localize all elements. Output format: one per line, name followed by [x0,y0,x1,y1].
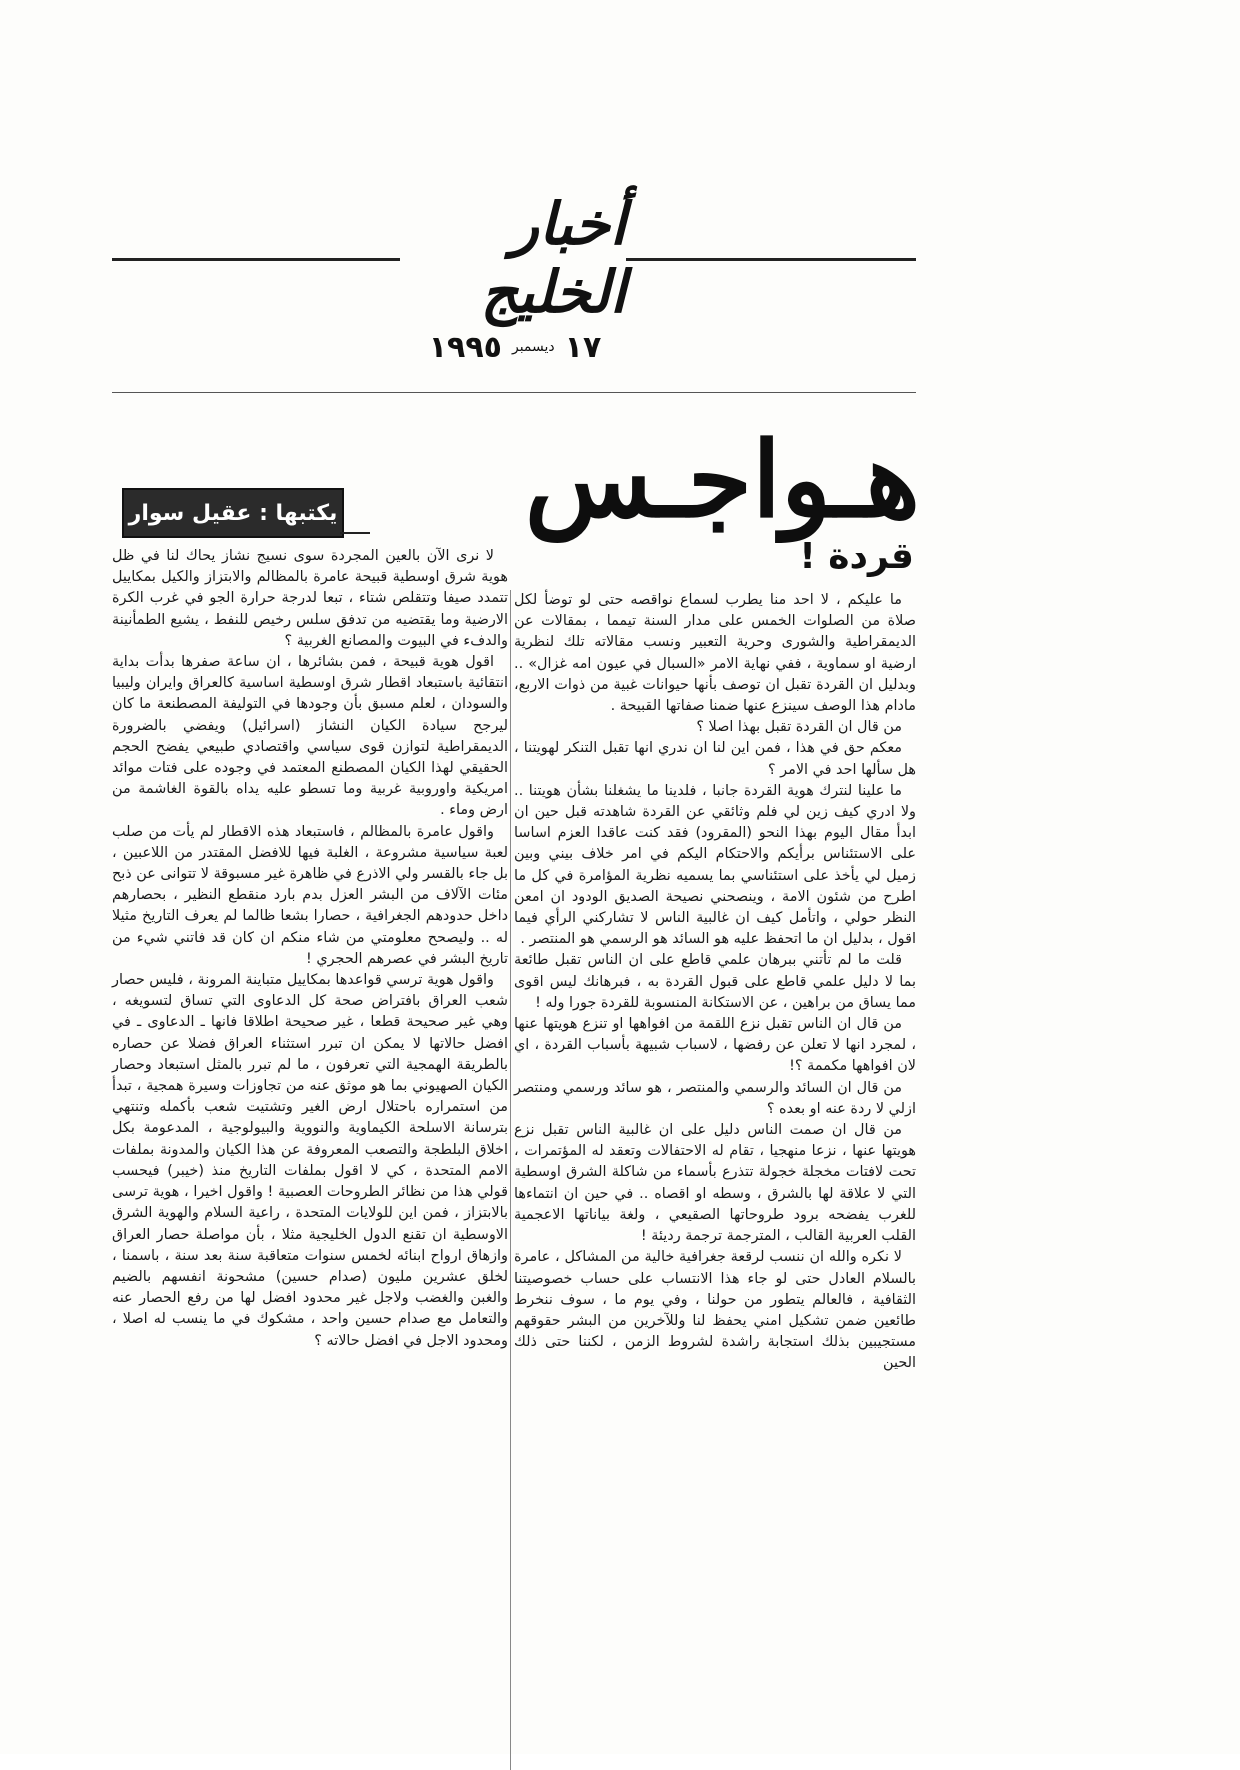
paragraph: من قال ان السائد والرسمي والمنتصر ، هو سائد ورسمي ومنتصر ازلي لا ردة عنه او بعده ؟ [514,1079,916,1117]
issue-month: ديسمبر [511,339,555,355]
issue-day: ١٧ [564,329,602,365]
paragraph: من قال ان الناس تقبل نزع اللقمة من افواهها او تنزع هويتها عنها ، لمجرد انها لا تعلن عن رفضها ، لاسباب شبيهة بأسباب القردة ، اي لان افواهها مكممة ؟! [514,1016,916,1075]
article-column-left [112,546,508,1352]
paragraph: ما عليكم ، لا احد منا يطرب لسماع نواقصه حتى لو توضأ لكل صلاة من الصلوات الخمس على مدار السنة تيمما ، بمقالات عن الديمقراطية والشورى وحرية التعبير ونسب مقالاته تلك لنظرية ارضية او سماوية ، ففي نهاية الامر «السبال في عيون امه غزال» .. وبدليل ان القردة تقبل ان توصف بأنها حيوانات غبية من ذوات الاربع، مادام هذا الوصف سينزع عنها ضمنا صفاتها القبيحة . [514,592,916,715]
column-divider [510,590,511,1770]
paragraph: من قال ان صمت الناس دليل على ان غالبية الناس تقبل نزع هويتها عنها ، نزعا منهجيا ، تقام له الاحتفالات وتعقد له المؤتمرات ، تحت لافتات مخجلة خجولة تتذرع بأسماء من شاكلة الشرق اوسطية التي لا علاقة لها بالشرق ، وسطه او اقصاه .. في حين ان انتماءها للغرب يفضحه برود طروحاتها الصقيعي ، ولغة بياناتها الاعجمية القلب العربية القالب ، المترجمة ترجمة رديئة ! [514,1122,916,1245]
paragraph: ما علينا لنترك هوية القردة جانبا ، فلدينا ما يشغلنا بشأن هويتنا .. ولا ادري كيف زين لي فلم وثائقي عن القردة شاهدته قبل حين ان ابدأ مقال اليوم بهذا النحو (المقرود) فقد كنت عاقدا العزم اساسا على الاستئناس برأيكم والاحتكام اليكم في امر خلاف بيني وبين زميل لي يأخذ على استئناسي بما يسميه نظرية المؤامرة في كل ما اطرح من شئون الامة ، وينصحني نصيحة الصديق الودود ان امعن النظر حولي ، واتأمل كيف ان غالبية الناس لا تشاركني الرأي فيما اقول ، بدليل ان ما اتحفظ عليه هو السائد هو الرسمي هو المنتصر . [514,782,916,948]
article-title: قردة ! [799,536,914,577]
paragraph: من قال ان القردة تقبل بهذا اصلا ؟ [696,719,902,736]
paragraph: لا نكره والله ان ننسب لرقعة جغرافية خالية من المشاكل ، عامرة بالسلام العادل حتى لو جاء هذا الانتساب على حساب خصوصيتنا الثقافية ، فالعالم يتطور من حولنا ، وفي يوم ما ، سوف ننخرط طائعين ضمن تشكيل امني يحفظ لنا وللآخرين من البشر حقوقهم مستجيبين بذلك استجابة راشدة لشروط الزمن ، لكننا حتى ذلك الحين [514,1249,916,1372]
paragraph: واقول عامرة بالمظالم ، فاستبعاد هذه الاقطار لم يأت من صلب لعبة سياسية مشروعة ، الغلبة فيها للافضل المقتدر من اللاعبين ، بل جاء بالقسر ولي الاذرع في ظاهرة غير مسبوقة لا تتوانى عن ذبح مئات الآلاف من البشر العزل بدم بارد منقطع النظير ، بحصارهم داخل حدودهم الجغرافية ، حصارا بشعا ظالما لم يعرف التاريخ مثيلا له .. وليصحح معلومتي من شاء منكم ان كان قد فاتني شيء من تاريخ البشر في عصرهم الحجري ! [112,823,508,967]
paragraph: اقول هوية قبيحة ، فمن بشائرها ، ان ساعة صفرها بدأت بداية انتقائية باستبعاد اقطار شرق اوسطية اساسية كالعراق وايران وليبيا والسودان ، لعلم مسبق بأن وجودها في التوليفة المصطنعة ما كان ليرجح سيادة الكيان النشاز (اسرائيل) ويفضي بالضرورة الديمقراطية لتوازن قوى سياسي واقتصادي طبيعي يفضح الحجم الحقيقي لهذا الكيان المصطنع المعتمد في وجوده على فتات موائد امريكية واوروبية غربية وما تسطو عليه يداه بالقوة الغاشمة من ارض وماء . [112,654,508,819]
article-column-right [514,590,916,1375]
header-divider [112,392,916,393]
paragraph: واقول هوية ترسي قواعدها بمكاييل متباينة المرونة ، فليس حصار شعب العراق بافتراض صحة كل الدعاوى التي تساق لتسويغه ، وهي غير صحيحة قطعا ، غير صحيحة اطلاقا فانها ـ الدعاوى ـ في افضل حالاتها لا يمكن ان تبرر استثناء العراق فضلا عن حصاره بالطريقة الهمجية التي تعرفون ، ما لم تبرر بالمثل استبعاد وحصار الكيان الصهيوني بما هو موثق عنه من تجاوزات وسيرة همجية ، تبدأ من استمراره باحتلال ارض الغير وتشتيت شعب بأكمله وتنتهي بترسانة الاسلحة الكيماوية والنووية والبيولوجية ، المدعومة بكل اخلاق البلطجة والتصعب المعروفة عن هذا الكيان والمدونة بملفات الامم المتحدة ، كي لا اقول بملفات التاريخ منذ (خيبر) فيحسب قولي هذا من نظائر الطروحات العصبية ! واقول اخيرا ، هوية ترسى بالابتزاز ، فمن اين للولايات المتحدة ، راعية السلام والهوية الشرق الاوسطية ان تقنع الدول الخليجية مثلا ، بأن مواصلة حصار العراق وازهاق ارواح ابنائه لخمس سنوات متعاقبة سنة بعد سنة ، باسمنا ، لخلق عشرين مليون (صدام حسين) مشحونة انفسهم بالضيم والغبن والغضب ولاجل غير محدود افضل لها من رفع الحصار عنه والتعامل مع صدام حسين واحد ، مشكوك في ما ينسب له اصلا ، ومحدود الاجل في افضل حالاته ؟ [112,972,508,1349]
paragraph: لا نرى الآن بالعين المجردة سوى نسيج نشاز يحاك لنا في ظل هوية شرق اوسطية قبيحة عامرة بالمظالم والابتزاز والكيل بمكاييل تتمدد صيفا وتتقلص شتاء ، تبعا لدرجة حرارة الجو في غرب الكرة الارضية وما يقتضيه من تدفق سلس رخيص للنفط ، يشيع الطمأنينة والدفء في البيوت والمصانع الغربية ؟ [112,548,508,649]
masthead-rule-right [626,258,916,261]
paragraph: معكم حق في هذا ، فمن اين لنا ان ندري انها تقبل التنكر لهويتنا ، هل سألها احد في الامر ؟ [514,740,916,778]
issue-year: ١٩٩٥ [428,329,502,365]
issue-date [390,322,640,372]
byline-rule [340,532,370,534]
masthead-rule-left [112,258,400,261]
column-title: هـواجـس [524,418,920,541]
newspaper-logo: أخبار الخليج [480,190,626,326]
paragraph: قلت ما لم تأتني ببرهان علمي قاطع على ان الناس تقبل طائعة بما لا دليل علمي قاطع على قبول القردة به ، فبرهانك ليس اقوى مما يساق من براهين ، عن الاستكانة المنسوبة للقردة جورا وله ! [514,952,916,1011]
author-byline: يكتبها : عقيل سوار [122,488,344,538]
